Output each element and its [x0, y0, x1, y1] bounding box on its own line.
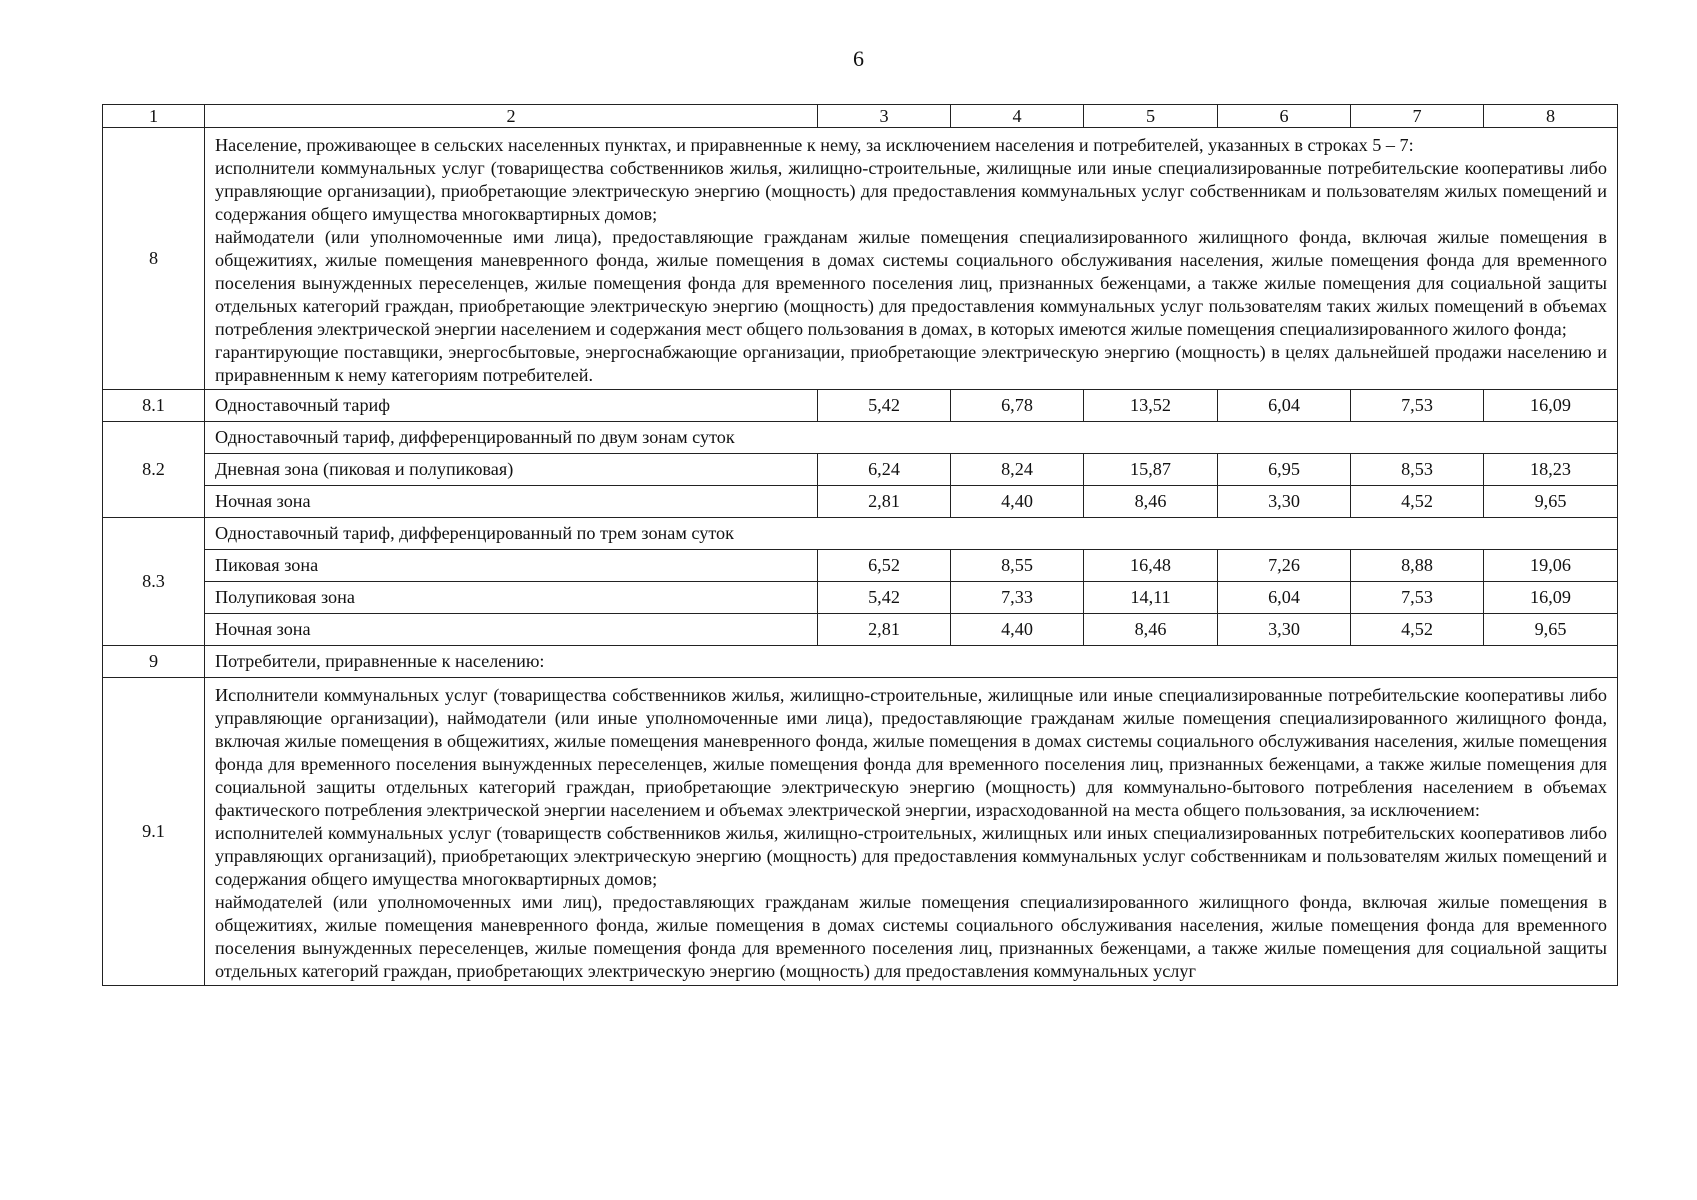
- column-number: 4: [951, 105, 1084, 128]
- tariff-value: 6,24: [818, 454, 951, 486]
- tariff-value: 8,53: [1351, 454, 1484, 486]
- page-number: 6: [853, 46, 864, 71]
- tariff-value: 16,09: [1484, 582, 1618, 614]
- row-number: 9: [103, 646, 205, 678]
- tariff-value: 8,46: [1084, 486, 1218, 518]
- tariff-value: 5,42: [818, 582, 951, 614]
- column-number: 2: [205, 105, 818, 128]
- table-row-8-3-title: [103, 518, 1618, 550]
- tariff-value: 6,78: [951, 390, 1084, 422]
- row-number: 8: [103, 128, 205, 390]
- tariff-value: 6,95: [1218, 454, 1351, 486]
- description-paragraph: Исполнители коммунальных услуг (товарищества собственников жилья, жилищно-строительные, жилищные или иные специализированные потребительские кооперативы либо управляющие организации), наймодатели (или иные уполномоченные ими лица), предоставляющие гражданам жилые помещения специализированного жилищного фонда, включая жилые помещения в общежитиях, жилые помещения маневренного фонда, жилые помещения в домах системы социального обслуживания населения, жилые помещения фонда для временного поселения вынужденных переселенцев, жилые помещения фонда для временного поселения лиц, признанных беженцами, а также жилые помещения для социальной защиты отдельных категорий граждан, приобретающие электрическую энергию (мощность) для коммунально-бытового потребления населением в объемах фактического потребления электрической энергии населением и объемах электрической энергии, израсходованной на места общего пользования, за исключением:: [215, 685, 1607, 820]
- tariff-value: 7,26: [1218, 550, 1351, 582]
- tariff-value: 4,52: [1351, 614, 1484, 646]
- table-row-8-3-zone: [103, 614, 1618, 646]
- description-paragraph: исполнители коммунальных услуг (товарищества собственников жилья, жилищно-строительные, жилищные или иные специализированные потребительские кооперативы либо управляющие организации), приобретающие электрическую энергию (мощность) для предоставления коммунальных услуг собственникам и пользователям жилых помещений и содержания общего имущества многоквартирных домов;: [215, 158, 1607, 224]
- table-row-8: [103, 128, 1618, 390]
- tariff-value: 2,81: [818, 614, 951, 646]
- tariff-value: 8,24: [951, 454, 1084, 486]
- row-number: 8.1: [103, 390, 205, 422]
- table-row-9-1: [103, 678, 1618, 986]
- tariff-value: 16,48: [1084, 550, 1218, 582]
- description-paragraph: исполнителей коммунальных услуг (товариществ собственников жилья, жилищно-строительных, жилищных или иных специализированных потребительских кооперативов либо управляющих организаций), приобретающих электрическую энергию (мощность) для предоставления коммунальных услуг собственникам и пользователям жилых помещений и содержания общего имущества многоквартирных домов;: [215, 823, 1607, 889]
- description-paragraph: наймодателей (или уполномоченных ими лиц), предоставляющих гражданам жилые помещения специализированного жилищного фонда, включая жилые помещения в общежитиях, жилые помещения маневренного фонда, жилые помещения в домах системы социального обслуживания населения, жилые помещения фонда для временного поселения вынужденных переселенцев, жилые помещения фонда для временного поселения лиц, признанных беженцами, а также жилые помещения для социальной защиты отдельных категорий граждан, приобретающих электрическую энергию (мощность) для предоставления коммунальных услуг: [215, 892, 1607, 981]
- column-number: 1: [103, 105, 205, 128]
- tariff-value: 16,09: [1484, 390, 1618, 422]
- description-paragraph: наймодатели (или уполномоченные ими лица), предоставляющие гражданам жилые помещения специализированного жилищного фонда, включая жилые помещения в общежитиях, жилые помещения маневренного фонда, жилые помещения в домах системы социального обслуживания населения, жилые помещения фонда для временного поселения вынужденных переселенцев, жилые помещения фонда для временного поселения лиц, признанных беженцами, а также жилые помещения для социальной защиты отдельных категорий граждан, приобретающие электрическую энергию (мощность) для предоставления коммунальных услуг пользователям таких жилых помещений в объемах потребления электрической энергии населением и содержания мест общего пользования в домах, в которых имеются жилые помещения специализированного жилого фонда;: [215, 227, 1607, 339]
- tariff-value: 7,53: [1351, 390, 1484, 422]
- description-paragraph: Население, проживающее в сельских населенных пунктах, и приравненные к нему, за исключением населения и потребителей, указанных в строках 5 – 7:: [215, 135, 1414, 155]
- tariff-value: 9,65: [1484, 614, 1618, 646]
- column-number: 3: [818, 105, 951, 128]
- row-description: [205, 128, 1618, 390]
- column-number: 8: [1484, 105, 1618, 128]
- tariff-label: Одноставочный тариф: [205, 390, 818, 422]
- tariff-value: 9,65: [1484, 486, 1618, 518]
- tariff-value: 4,40: [951, 614, 1084, 646]
- tariff-group-title: Одноставочный тариф, дифференцированный по двум зонам суток: [205, 422, 1618, 454]
- zone-label: Пиковая зона: [205, 550, 818, 582]
- column-number: 5: [1084, 105, 1218, 128]
- row-description: Потребители, приравненные к населению:: [205, 646, 1618, 678]
- tariff-value: 13,52: [1084, 390, 1218, 422]
- tariff-value: 3,30: [1218, 614, 1351, 646]
- table-row-8-3-zone: [103, 550, 1618, 582]
- table-row-8-2-title: [103, 422, 1618, 454]
- tariff-value: 15,87: [1084, 454, 1218, 486]
- tariff-value: 2,81: [818, 486, 951, 518]
- tariff-value: 6,04: [1218, 582, 1351, 614]
- zone-label: Ночная зона: [205, 486, 818, 518]
- table-row-8-1: [103, 390, 1618, 422]
- tariff-value: 14,11: [1084, 582, 1218, 614]
- tariff-value: 4,52: [1351, 486, 1484, 518]
- row-description: [205, 678, 1618, 986]
- tariff-value: 7,53: [1351, 582, 1484, 614]
- tariff-value: 8,46: [1084, 614, 1218, 646]
- tariff-value: 18,23: [1484, 454, 1618, 486]
- column-number-header-row: [103, 105, 1618, 128]
- tariff-value: 3,30: [1218, 486, 1351, 518]
- zone-label: Полупиковая зона: [205, 582, 818, 614]
- table-row-8-3-zone: [103, 582, 1618, 614]
- tariff-value: 19,06: [1484, 550, 1618, 582]
- tariff-value: 8,88: [1351, 550, 1484, 582]
- table-row-8-2-zone: [103, 454, 1618, 486]
- zone-label: Ночная зона: [205, 614, 818, 646]
- row-number: 8.2: [103, 422, 205, 518]
- tariff-value: 4,40: [951, 486, 1084, 518]
- tariff-value: 6,52: [818, 550, 951, 582]
- table-row-9: [103, 646, 1618, 678]
- row-number: 8.3: [103, 518, 205, 646]
- column-number: 6: [1218, 105, 1351, 128]
- column-number: 7: [1351, 105, 1484, 128]
- tariff-group-title: Одноставочный тариф, дифференцированный по трем зонам суток: [205, 518, 1618, 550]
- tariff-value: 8,55: [951, 550, 1084, 582]
- description-paragraph: гарантирующие поставщики, энергосбытовые, энергоснабжающие организации, приобретающие электрическую энергию (мощность) в целях дальнейшей продажи населению и приравненным к нему категориям потребителей.: [215, 342, 1607, 385]
- row-number: 9.1: [103, 678, 205, 986]
- tariff-value: 7,33: [951, 582, 1084, 614]
- table-row-8-2-zone: [103, 486, 1618, 518]
- tariff-value: 5,42: [818, 390, 951, 422]
- tariff-table: [102, 104, 1618, 986]
- tariff-value: 6,04: [1218, 390, 1351, 422]
- zone-label: Дневная зона (пиковая и полупиковая): [205, 454, 818, 486]
